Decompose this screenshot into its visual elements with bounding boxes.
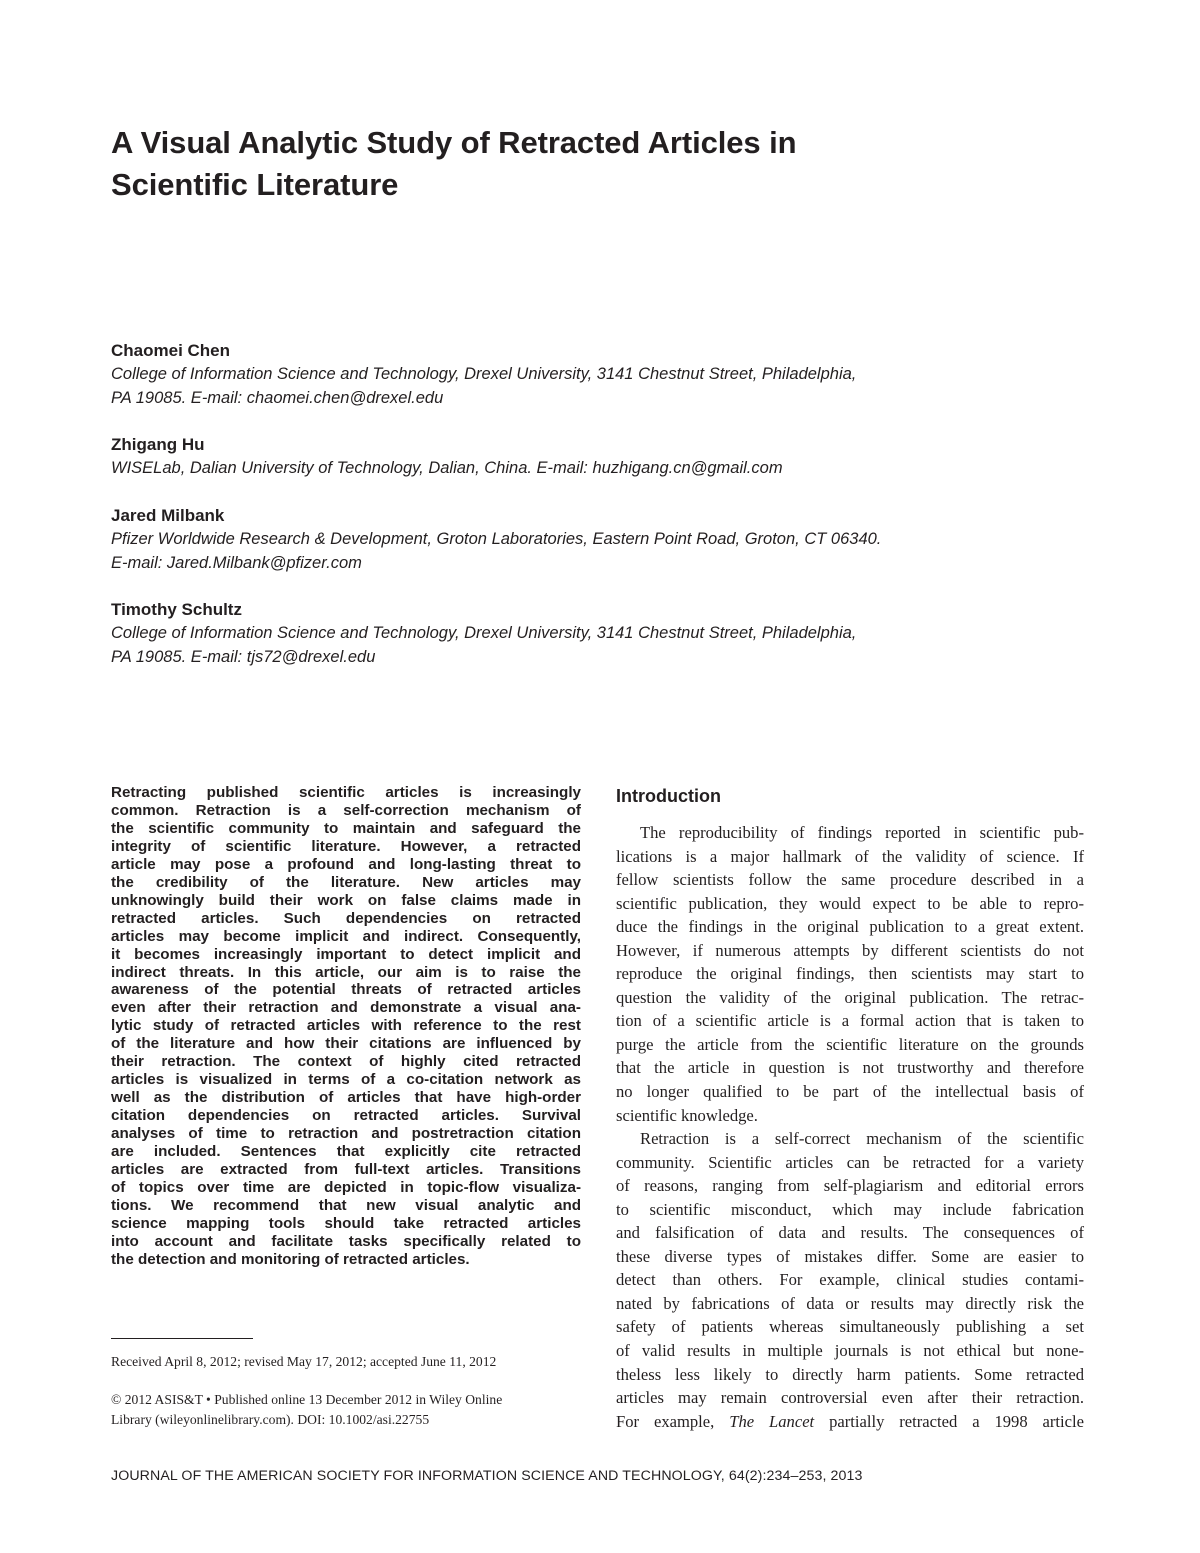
intro-line: However, if numerous attempts by different scientists do not [616,940,1084,960]
abstract-line: common. Retraction is a self-correction mechanism of [111,801,581,819]
intro-text: partially retracted a 1998 article [814,1411,1084,1431]
intro-line: reproduce the original findings, then scientists may start to [616,964,1084,984]
abstract-line: lytic study of retracted articles with reference to the rest [111,1017,581,1035]
intro-line: safety of patients whereas simultaneously publishing a set [616,1317,1084,1337]
affiliation-line: PA 19085. E-mail: chaomei.chen@drexel.edu [111,388,444,407]
copyright-notice [111,1390,591,1430]
intro-line: articles may remain controversial even after their retraction. [616,1388,1084,1408]
author-name: Zhigang Hu [111,435,205,454]
abstract-line: science mapping tools should take retracted articles [111,1214,581,1232]
intro-line: to scientific misconduct, which may include fabrication [616,1199,1084,1219]
author-block-schultz [111,599,1111,669]
abstract-line: analyses of time to retraction and postretraction citation [111,1125,581,1143]
affiliation-line: Pfizer Worldwide Research & Development, Groton Laboratories, Eastern Point Road, Groton, CT 06340. [111,530,882,548]
abstract-line: the scientific community to maintain and safeguard the [111,819,581,837]
author-affiliation [111,457,1111,481]
abstract-line: the credibility of the literature. New articles may [111,873,581,891]
intro-line: and falsification of data and results. The consequences of [616,1223,1084,1243]
author-name: Chaomei Chen [111,341,231,360]
abstract-line: Retracting published scientific articles is increasingly [111,784,581,801]
author-name: Timothy Schultz [111,600,242,619]
intro-line: theless less likely to directly harm patients. Some retracted [616,1364,1084,1384]
intro-line: these diverse types of mistakes differ. Some are easier to [616,1246,1084,1266]
received-dates: Received April 8, 2012; revised May 17, 2012; accepted June 11, 2012 [111,1354,497,1369]
abstract-line: into account and facilitate tasks specifically related to [111,1232,581,1250]
intro-line: tion of a scientific article is a formal action that is taken to [616,1011,1084,1031]
author-affiliation [111,622,1111,669]
abstract-line: article may pose a profound and long-lasting threat to [111,855,581,873]
abstract-line: articles is visualized in terms of a co-citation network as [111,1071,581,1089]
intro-line: nated by fabrications of data or results may directly risk the [616,1293,1084,1313]
intro-text: For example, [616,1411,730,1431]
paper-title [111,122,1091,206]
abstract-line: the detection and monitoring of retracted articles. [111,1250,470,1268]
intro-line: of reasons, ranging from self-plagiarism and editorial errors [616,1176,1084,1196]
journal-name-italic: The Lancet [729,1411,815,1431]
abstract-line: of the literature and how their citations are influenced by [111,1035,581,1053]
affiliation-line: WISELab, Dalian University of Technology, Dalian, China. E-mail: huzhigang.cn@gmail.com [111,459,783,477]
intro-line: scientific knowledge. [616,1105,758,1125]
abstract-line: it becomes increasingly important to detect implicit and [111,945,581,963]
abstract-line: well as the distribution of articles that have high-order [111,1089,581,1107]
copyright-line: © 2012 ASIS&T • Published online 13 December 2012 in Wiley Online [111,1392,503,1407]
affiliation-line: PA 19085. E-mail: tjs72@drexel.edu [111,647,376,666]
introduction-body [616,821,1084,1433]
author-name: Jared Milbank [111,506,225,525]
copyright-line: Library (wileyonlinelibrary.com). DOI: 10.1002/asi.22755 [111,1412,430,1427]
affiliation-line: E-mail: Jared.Milbank@pfizer.com [111,553,362,572]
abstract-line: even after their retraction and demonstrate a visual ana- [111,999,581,1017]
author-affiliation [111,363,1111,410]
abstract-line: of topics over time are depicted in topic-flow visualiza- [111,1178,581,1196]
abstract-line: articles are extracted from full-text articles. Transitions [111,1161,581,1179]
intro-line: The reproducibility of findings reported in scientific pub- [640,823,1084,842]
abstract-line: are included. Sentences that explicitly cite retracted [111,1143,581,1161]
abstract-line: retracted articles. Such dependencies on retracted [111,909,581,927]
author-affiliation [111,528,1111,575]
abstract-line: integrity of scientific literature. However, a retracted [111,837,581,855]
intro-line: Retraction is a self-correct mechanism of the scientific [640,1129,1084,1149]
intro-line: fellow scientists follow the same procedure described in a [616,870,1084,890]
affiliation-line: College of Information Science and Technology, Drexel University, 3141 Chestnut Street, Philadelphia, [111,624,857,642]
intro-line: scientific publication, they would expect to be able to repro- [616,893,1084,913]
intro-line: purge the article from the scientific literature on the grounds [616,1034,1084,1054]
author-block-hu [111,434,1111,481]
title-line: Scientific Literature [111,167,399,202]
abstract-line: tions. We recommend that new visual analytic and [111,1196,581,1214]
footnote-divider [111,1338,253,1339]
abstract-line: indirect threats. In this article, our aim is to raise the [111,963,581,981]
abstract-line: unknowingly build their work on false claims made in [111,891,581,909]
journal-footer: JOURNAL OF THE AMERICAN SOCIETY FOR INFORMATION SCIENCE AND TECHNOLOGY, 64(2):234–253, 2013 [111,1468,863,1484]
abstract-line: awareness of the potential threats of retracted articles [111,981,581,999]
intro-line: question the validity of the original publication. The retrac- [616,987,1084,1007]
intro-line: that the article in question is not trustworthy and therefore [616,1058,1084,1078]
abstract [111,784,581,1269]
intro-line: detect than others. For example, clinical studies contami- [616,1270,1084,1290]
intro-line: no longer qualified to be part of the intellectual basis of [616,1082,1084,1102]
intro-line: of valid results in multiple journals is not ethical but none- [616,1341,1084,1361]
abstract-line: citation dependencies on retracted articles. Survival [111,1107,581,1125]
intro-line: duce the findings in the original publication to a great extent. [616,917,1084,937]
affiliation-line: College of Information Science and Technology, Drexel University, 3141 Chestnut Street, Philadelphia, [111,365,857,383]
intro-line: lications is a major hallmark of the validity of science. If [616,846,1084,866]
title-block [111,122,1091,206]
abstract-line: their retraction. The context of highly cited retracted [111,1053,581,1071]
intro-line: community. Scientific articles can be retracted for a variety [616,1152,1084,1172]
section-heading-introduction: Introduction [616,786,721,806]
author-block-chen [111,340,1111,410]
abstract-line: articles may become implicit and indirect. Consequently, [111,927,581,945]
author-block-milbank [111,505,1111,575]
title-line: A Visual Analytic Study of Retracted Articles in [111,125,797,160]
intro-line [616,1410,1084,1434]
